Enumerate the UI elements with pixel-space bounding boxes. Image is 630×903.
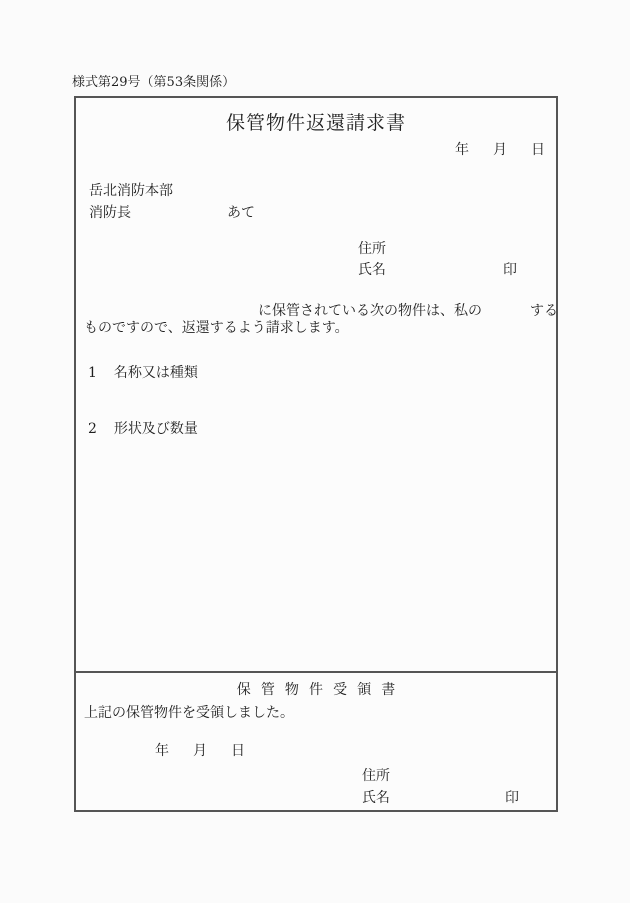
requester-seal-label: 印 xyxy=(503,262,517,278)
request-form-title: 保管物件返還請求書 xyxy=(225,112,406,134)
requester-address-label: 住所 xyxy=(358,241,386,257)
item-name-or-kind xyxy=(88,365,198,381)
requester-name-line xyxy=(358,262,517,278)
requester-name-label: 氏名 xyxy=(358,262,386,278)
request-body-line2: ものですので、返還するよう請求します。 xyxy=(84,320,349,336)
date-year-label: 年 xyxy=(455,142,469,158)
addressee-organization: 岳北消防本部 xyxy=(89,183,173,199)
date-month-label: 月 xyxy=(493,142,507,158)
receipt-date-year-label: 年 xyxy=(155,743,169,759)
item-2-number: 2 xyxy=(88,421,97,437)
request-body-line1: に保管されている次の物件は、私の xyxy=(258,303,482,319)
addressee-line xyxy=(89,205,255,221)
request-form-box xyxy=(74,96,558,812)
receipt-seal-label: 印 xyxy=(505,790,519,806)
receipt-date-line xyxy=(155,743,245,759)
addressee-to-label: あて xyxy=(227,205,255,221)
form-number-label: 様式第29号（第53条関係） xyxy=(72,75,236,90)
receipt-address-label: 住所 xyxy=(362,768,390,784)
date-day-label: 日 xyxy=(531,142,545,158)
receipt-date-day-label: 日 xyxy=(231,743,245,759)
addressee-position: 消防長 xyxy=(89,205,131,221)
item-2-label: 形状及び数量 xyxy=(113,421,198,437)
receipt-name-line xyxy=(362,790,519,806)
request-date-line xyxy=(455,142,545,158)
receipt-name-label: 氏名 xyxy=(362,790,390,806)
request-body-line1-suffix: する xyxy=(530,303,558,319)
section-divider-line xyxy=(74,671,558,673)
item-shape-and-quantity xyxy=(88,421,198,437)
receipt-date-month-label: 月 xyxy=(193,743,207,759)
receipt-body-text: 上記の保管物件を受領しました。 xyxy=(84,705,294,721)
item-1-number: 1 xyxy=(88,365,97,381)
item-1-label: 名称又は種類 xyxy=(113,365,198,381)
receipt-section-title: 保管物件受領書 xyxy=(236,682,406,698)
